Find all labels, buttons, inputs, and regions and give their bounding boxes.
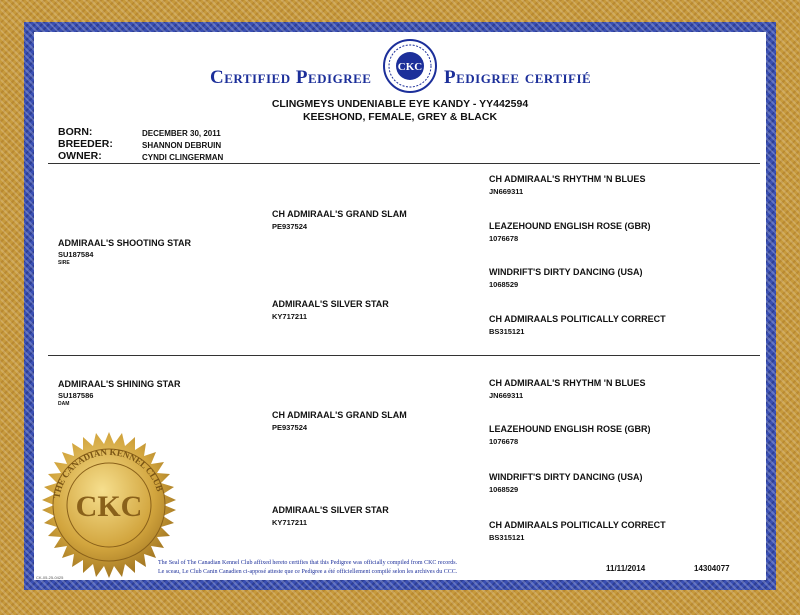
certificate-paper: [34, 32, 766, 580]
sire-reg: SU187584: [58, 250, 94, 259]
print-code: CK-05-25-0425: [36, 575, 64, 580]
owner-value: CYNDI CLINGERMAN: [142, 153, 224, 162]
title-english: Certified Pedigree: [210, 67, 372, 88]
sire-gg-3-name: WINDRIFT'S DIRTY DANCING (USA): [489, 267, 643, 277]
sire-granddam-name: ADMIRAAL'S SILVER STAR: [272, 299, 389, 309]
dam-gg-1-name: CH ADMIRAAL'S RHYTHM 'N BLUES: [489, 378, 646, 388]
dam-gg-3-name: WINDRIFT'S DIRTY DANCING (USA): [489, 472, 643, 482]
dog-name-line: CLINGMEYS UNDENIABLE EYE KANDY - YY442594: [271, 98, 529, 110]
footer-english: The Seal of The Canadian Kennel Club affixed hereto certifies that this Pedigree was officially compiled from CKC records.: [158, 560, 458, 566]
sire-grandsire-reg: PE937524: [272, 222, 308, 231]
title-french: Pedigree certifié: [444, 67, 592, 88]
dam-gg-4-name: CH ADMIRAALS POLITICALLY CORRECT: [489, 520, 666, 530]
sire-gg-1-reg: JN669311: [489, 187, 524, 196]
blue-border: [24, 22, 776, 590]
divider-middle: [48, 355, 760, 356]
dam-granddam-name: ADMIRAAL'S SILVER STAR: [272, 505, 389, 515]
seal-ring-text: THE CANADIAN KENNEL CLUB: [51, 446, 165, 500]
sire-gg-4-name: CH ADMIRAALS POLITICALLY CORRECT: [489, 314, 666, 324]
seal-monogram: CKC: [75, 490, 143, 523]
dam-gg-1-reg: JN669311: [489, 391, 524, 400]
sire-role: SIRE: [58, 260, 70, 266]
sire-gg-4-reg: BS315121: [489, 327, 525, 336]
dam-grandsire-reg: PE937524: [272, 423, 308, 432]
dam-gg-3-reg: 1068529: [489, 485, 519, 494]
footer-french: Le sceau, Le Club Canin Canadien ci-apposé atteste que ce Pedigree a été officiellement compilé selon les archives du CCC.: [158, 569, 458, 575]
dam-grandsire-name: CH ADMIRAAL'S GRAND SLAM: [272, 410, 407, 420]
sire-gg-1-name: CH ADMIRAAL'S RHYTHM 'N BLUES: [489, 174, 646, 184]
dog-description-line: KEESHOND, FEMALE, GREY & BLACK: [302, 111, 498, 123]
dam-gg-4-reg: BS315121: [489, 533, 525, 542]
breeder-value: SHANNON DEBRUIN: [142, 141, 222, 150]
born-label: BORN:: [58, 126, 93, 138]
sire-gg-2-reg: 1076678: [489, 234, 519, 243]
ckc-seal-icon: [382, 38, 438, 94]
sire-name: ADMIRAAL'S SHOOTING STAR: [58, 238, 191, 248]
ckc-gold-seal: [34, 430, 184, 580]
sire-gg-3-reg: 1068529: [489, 280, 519, 289]
dam-name: ADMIRAAL'S SHINING STAR: [58, 379, 181, 389]
certificate-date: 11/11/2014: [606, 564, 646, 573]
dam-granddam-reg: KY717211: [272, 518, 308, 527]
dam-role: DAM: [58, 401, 70, 407]
svg-text:CKC: CKC: [397, 61, 423, 73]
born-value: DECEMBER 30, 2011: [142, 129, 221, 138]
certificate-number: 14304077: [694, 564, 730, 573]
owner-label: OWNER:: [58, 150, 102, 162]
sire-granddam-reg: KY717211: [272, 312, 308, 321]
divider-top: [48, 163, 760, 164]
sire-grandsire-name: CH ADMIRAAL'S GRAND SLAM: [272, 209, 407, 219]
dam-reg: SU187586: [58, 391, 94, 400]
sire-gg-2-name: LEAZEHOUND ENGLISH ROSE (GBR): [489, 221, 651, 231]
dam-gg-2-name: LEAZEHOUND ENGLISH ROSE (GBR): [489, 424, 651, 434]
breeder-label: BREEDER:: [58, 138, 113, 150]
dam-gg-2-reg: 1076678: [489, 437, 519, 446]
